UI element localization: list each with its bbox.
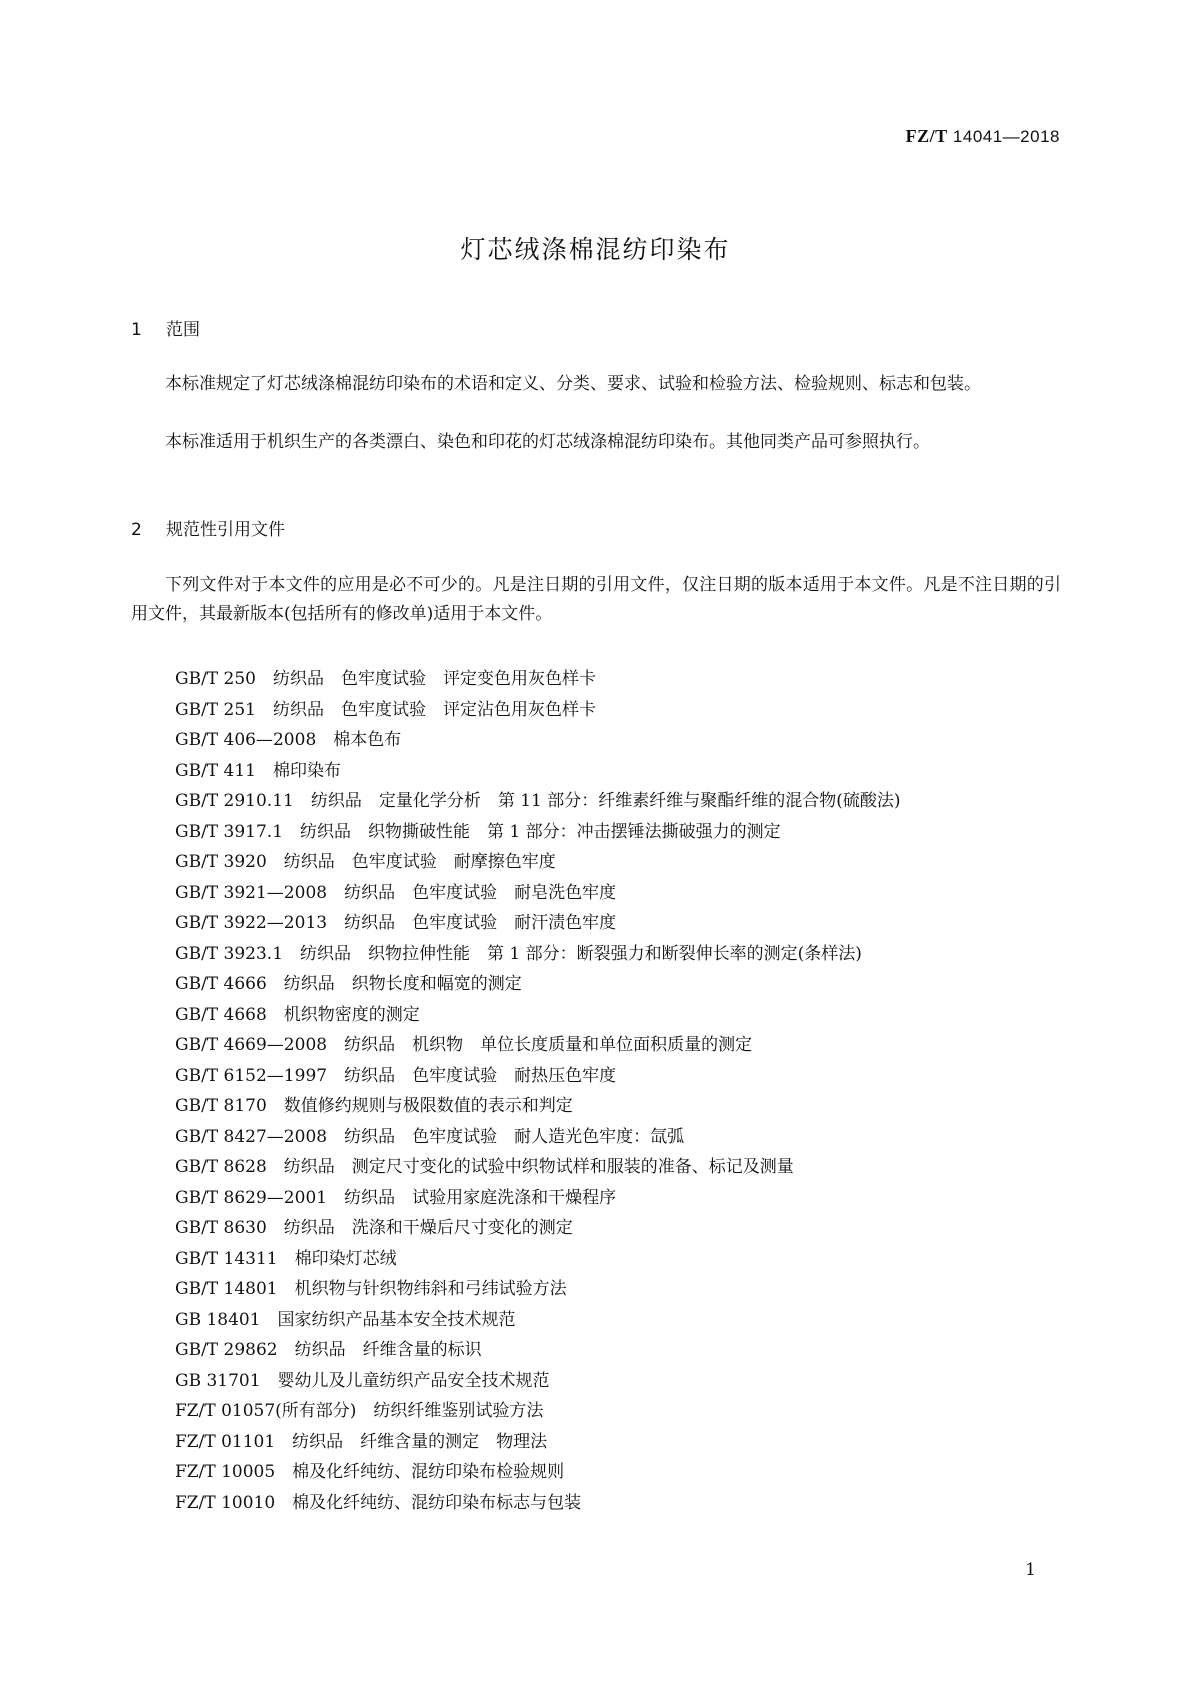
- document-title: 灯芯绒涤棉混纺印染布: [460, 235, 731, 264]
- reference-item: GB/T 8629—2001 纺织品 试验用家庭洗涤和干燥程序: [175, 1187, 617, 1208]
- reference-item: GB/T 14801 机织物与针织物纬斜和弓纬试验方法: [175, 1279, 567, 1299]
- reference-item: GB/T 3922—2013 纺织品 色牢度试验 耐汗渍色牢度: [175, 913, 617, 933]
- reference-item: GB/T 14311 棉印染灯芯绒: [175, 1248, 397, 1269]
- reference-item: GB/T 3921—2008 纺织品 色牢度试验 耐皂洗色牢度: [175, 882, 617, 903]
- section-1-heading: [131, 315, 200, 340]
- reference-item: GB 31701 婴幼儿及儿童纺织产品安全技术规范: [175, 1370, 550, 1391]
- reference-item: GB/T 3923.1 纺织品 织物拉伸性能 第 1 部分：断裂强力和断裂伸长率的测定(条样法): [175, 943, 862, 964]
- section-1-title: 范围: [166, 320, 200, 340]
- normative-references-list: [175, 664, 901, 1518]
- reference-item: GB/T 4668 机织物密度的测定: [175, 1004, 420, 1025]
- reference-item: GB/T 250 纺织品 色牢度试验 评定变色用灰色样卡: [175, 669, 596, 689]
- reference-item: GB/T 3917.1 纺织品 织物撕破性能 第 1 部分：冲击摆锤法撕破强力的测定: [175, 821, 781, 842]
- section-2-number: 2: [131, 520, 142, 540]
- references-intro: 下列文件对于本文件的应用是必不可少的。凡是注日期的引用文件，仅注日期的版本适用于本文件。凡是不注日期的引用文件，其最新版本(包括所有的修改单)适用于本文件。: [131, 575, 1061, 624]
- reference-item: GB/T 8628 纺织品 测定尺寸变化的试验中织物试样和服装的准备、标记及测量: [175, 1157, 794, 1177]
- section-2-title: 规范性引用文件: [166, 520, 285, 540]
- reference-item: GB/T 6152—1997 纺织品 色牢度试验 耐热压色牢度: [175, 1065, 617, 1086]
- reference-item: GB/T 411 棉印染布: [175, 760, 341, 781]
- reference-item: FZ/T 10010 棉及化纤纯纺、混纺印染布标志与包装: [175, 1492, 582, 1513]
- reference-item: FZ/T 01101 纺织品 纤维含量的测定 物理法: [175, 1431, 548, 1452]
- section-1-number: 1: [131, 320, 142, 340]
- reference-item: GB 18401 国家纺织产品基本安全技术规范: [175, 1309, 516, 1330]
- section-2-heading: [131, 515, 285, 540]
- reference-item: GB/T 8427—2008 纺织品 色牢度试验 耐人造光色牢度：氙弧: [175, 1126, 685, 1147]
- scope-paragraph-2: 本标准适用于机织生产的各类漂白、染色和印花的灯芯绒涤棉混纺印染布。其他同类产品可参照执行。: [165, 432, 930, 452]
- reference-item: GB/T 4666 纺织品 织物长度和幅宽的测定: [175, 974, 522, 994]
- reference-item: GB/T 4669—2008 纺织品 机织物 单位长度质量和单位面积质量的测定: [175, 1035, 753, 1055]
- scope-paragraph-1: 本标准规定了灯芯绒涤棉混纺印染布的术语和定义、分类、要求、试验和检验方法、检验规则、标志和包装。: [165, 374, 981, 394]
- standard-code: FZ/T: [905, 126, 948, 146]
- reference-item: GB/T 8630 纺织品 洗涤和干燥后尺寸变化的测定: [175, 1218, 573, 1238]
- reference-item: GB/T 29862 纺织品 纤维含量的标识: [175, 1340, 482, 1360]
- reference-item: GB/T 8170 数值修约规则与极限数值的表示和判定: [175, 1096, 573, 1116]
- reference-item: GB/T 406—2008 棉本色布: [175, 730, 402, 750]
- reference-item: FZ/T 01057(所有部分) 纺织纤维鉴别试验方法: [175, 1401, 544, 1421]
- reference-item: GB/T 3920 纺织品 色牢度试验 耐摩擦色牢度: [175, 852, 556, 872]
- standard-year: 14041—2018: [952, 127, 1060, 146]
- page-number: 1: [1025, 1560, 1036, 1580]
- reference-item: GB/T 2910.11 纺织品 定量化学分析 第 11 部分：纤维素纤维与聚酯纤维的混合物(硫酸法): [175, 791, 901, 811]
- reference-item: FZ/T 10005 棉及化纤纯纺、混纺印染布检验规则: [175, 1462, 565, 1482]
- standard-number: [906, 126, 1060, 147]
- reference-item: GB/T 251 纺织品 色牢度试验 评定沾色用灰色样卡: [175, 699, 596, 720]
